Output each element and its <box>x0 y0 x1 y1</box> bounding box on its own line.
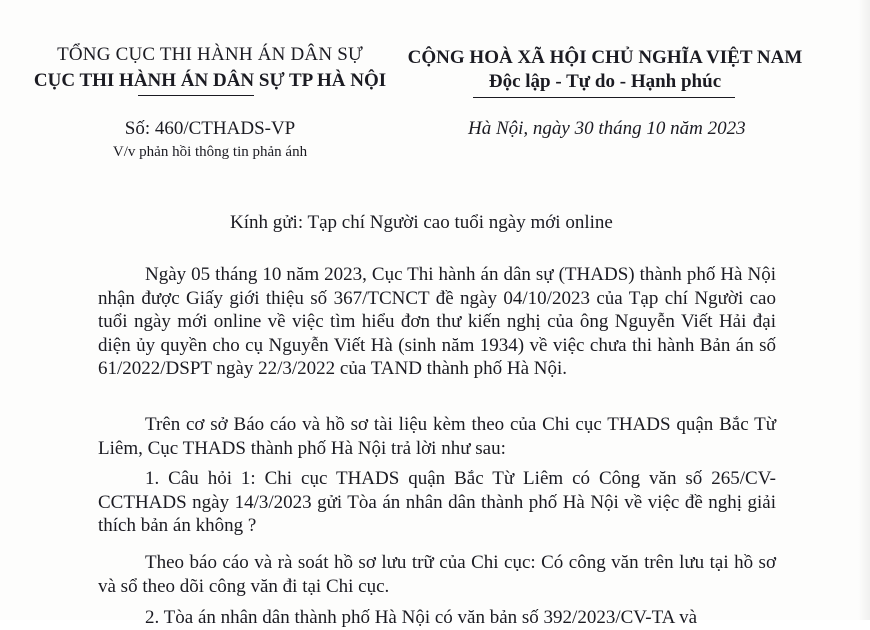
national-motto: Độc lập - Tự do - Hạnh phúc <box>488 71 722 92</box>
agency-name: CỤC THI HÀNH ÁN DÂN SỰ TP HÀ NỘI <box>33 70 387 91</box>
place-and-date: Hà Nội, ngày 30 tháng 10 năm 2023 <box>468 118 746 139</box>
body-paragraph-3: 1. Câu hỏi 1: Chi cục THADS quận Bắc Từ Liêm có Công văn số 265/CV-CCTHADS ngày 14/3/2023 gửi Tòa án nhân dân thành phố Hà Nội về việc đề nghị giải thích bản án không ? <box>98 468 776 537</box>
body-paragraph-2: Trên cơ sở Báo cáo và hồ sơ tài liệu kèm theo của Chi cục THADS quận Bắc Từ Liêm, Cục THADS thành phố Hà Nội trả lời như sau: <box>98 414 776 459</box>
body-paragraph-1: Ngày 05 tháng 10 năm 2023, Cục Thi hành án dân sự (THADS) thành phố Hà Nội nhận được Giấy giới thiệu số 367/TCNCT đề ngày 04/10/2023 của Tạp chí Người cao tuổi ngày mới online về việc tìm hiểu đơn thư kiến nghị của ông Nguyễn Viết Hải đại diện ủy quyền cho cụ Nguyễn Viết Hà (sinh năm 1934) về việc chưa thi hành Bản án số 61/2022/DSPT ngày 22/3/2022 của TAND thành phố Hà Nội. <box>98 264 776 380</box>
motto-underline <box>473 97 735 98</box>
agency-underline <box>138 95 254 96</box>
body-paragraph-5: 2. Tòa án nhân dân thành phố Hà Nội có văn bản số 392/2023/CV-TA và <box>145 607 698 628</box>
recipient-line: Kính gửi: Tạp chí Người cao tuổi ngày mới online <box>230 212 613 233</box>
body-paragraph-4: Theo báo cáo và rà soát hồ sơ lưu trữ của Chi cục: Có công văn trên lưu tại hồ sơ và sổ theo dõi công văn đi tại Chi cục. <box>98 552 776 597</box>
document-subject: V/v phản hồi thông tin phản ánh <box>112 144 308 160</box>
national-title: CỘNG HOÀ XÃ HỘI CHỦ NGHĨA VIỆT NAM <box>407 47 803 68</box>
parent-agency-name: TỔNG CỤC THI HÀNH ÁN DÂN SỰ <box>57 44 363 65</box>
document-number: Số: 460/CTHADS-VP <box>124 118 296 139</box>
